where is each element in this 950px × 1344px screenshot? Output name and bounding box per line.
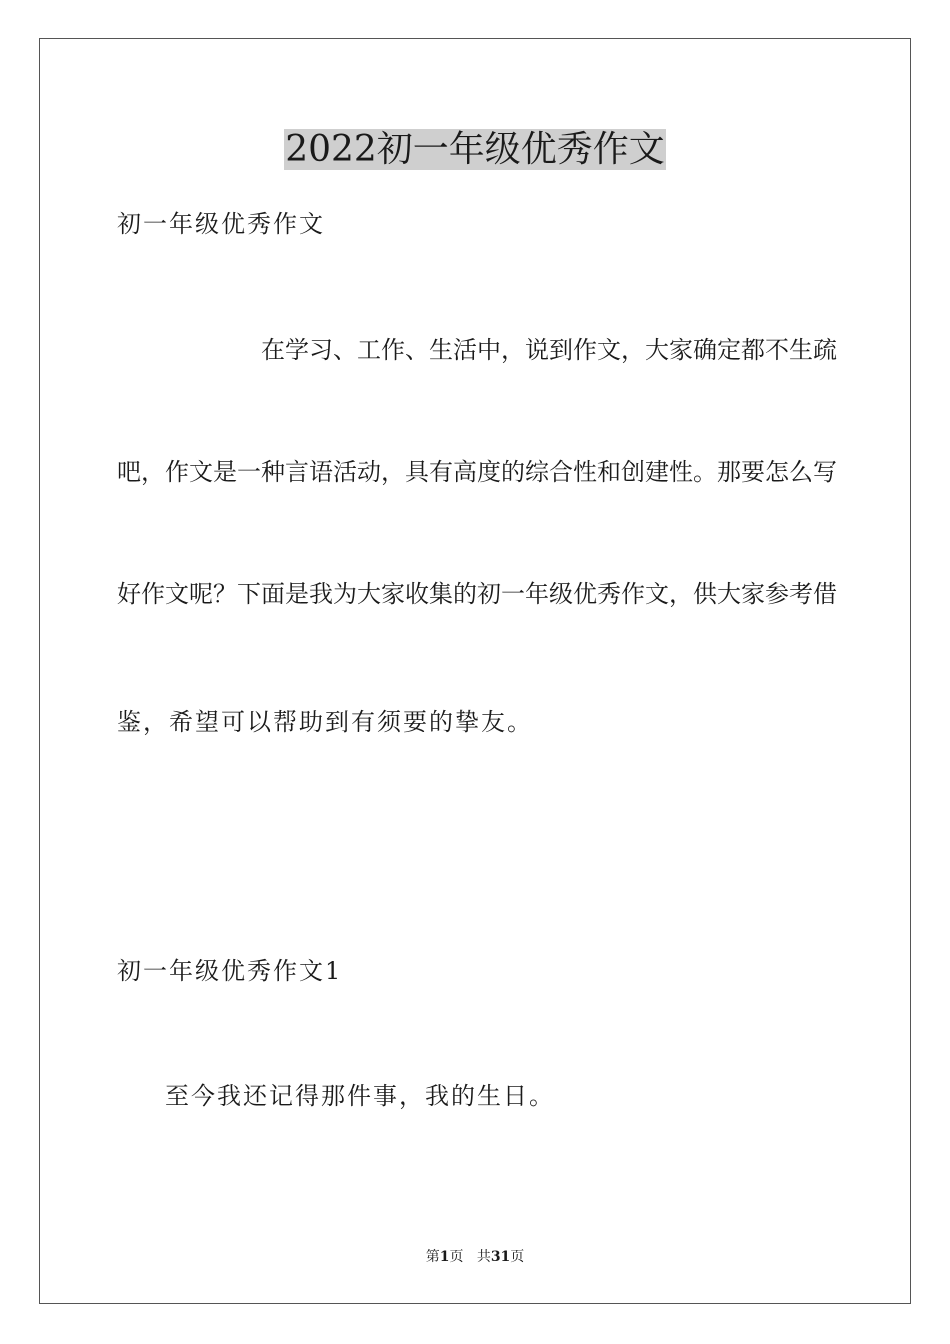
intro-line-4: 鉴，希望可以帮助到有须要的挚友。 <box>117 708 533 736</box>
intro-line-2: 吧，作文是一种言语活动，具有高度的综合性和创建性。那要怎么写 <box>117 458 837 486</box>
footer-total-suffix: 页 <box>510 1249 525 1265</box>
document-title-text: 2022初一年级优秀作文 <box>285 129 665 170</box>
footer-page-number: 1 <box>439 1249 450 1265</box>
footer-total-prefix: 共 <box>476 1249 491 1265</box>
document-title <box>0 126 950 174</box>
footer-total-pages: 31 <box>490 1249 511 1265</box>
intro-line-1: 在学习、工作、生活中，说到作文，大家确定都不生疏 <box>261 336 837 364</box>
document-subtitle: 初一年级优秀作文 <box>117 210 325 238</box>
page-footer <box>0 1247 950 1267</box>
footer-page-suffix: 页 <box>449 1249 464 1265</box>
intro-line-3: 好作文呢？下面是我为大家收集的初一年级优秀作文，供大家参考借 <box>117 580 837 608</box>
footer-page-prefix: 第 <box>425 1249 440 1265</box>
section-first-line: 至今我还记得那件事，我的生日。 <box>165 1082 555 1110</box>
section-heading: 初一年级优秀作文1 <box>117 957 343 985</box>
